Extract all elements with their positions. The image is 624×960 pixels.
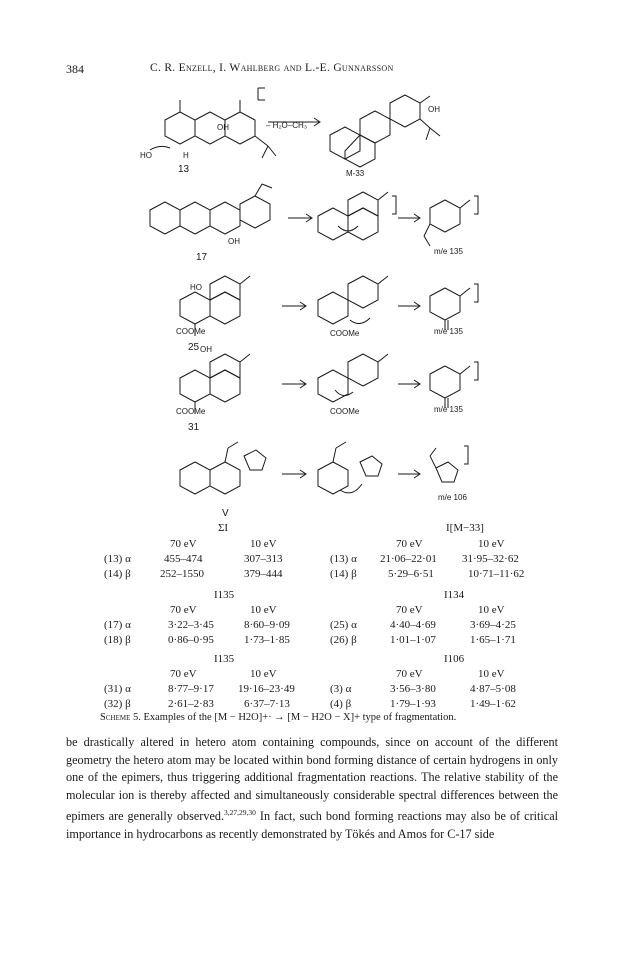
label-m33: M-33 (346, 169, 365, 178)
svg-text:OH: OH (428, 105, 440, 114)
body-paragraph-cont: In fact, such bond forming reactions may also be of critical importance in hydrocarbons as recently demonstrated by Tökés and Amos for C-17 side (66, 809, 558, 842)
body-text (66, 734, 558, 844)
svg-text:OH: OH (228, 237, 240, 246)
svg-text:H: H (183, 151, 189, 160)
svg-text:– H₂O–CH₃: – H₂O–CH₃ (266, 121, 308, 130)
svg-text:OH: OH (217, 123, 229, 132)
page-number: 384 (66, 62, 84, 76)
ion-label-135-c: m/e 135 (434, 405, 463, 414)
running-head: C. R. Enzell, I. Wahlberg and L.-E. Gunnarsson (150, 62, 394, 74)
body-paragraph: be drastically altered in hetero atom containing compounds, since on account of the different geometry the hetero atom may be located within bond forming distance of certain hydrogens in only one of the epimers, thus triggering additional fragmentation reactions. The relative stability of the molecular ion is thereby affected and simultaneously considerable spectral differences between the epimers are generally observed. (66, 735, 558, 824)
svg-text:COOMe: COOMe (330, 329, 360, 338)
ion-label-135-b: m/e 135 (434, 327, 463, 336)
svg-text:COOMe: COOMe (176, 327, 206, 336)
ion-label-135-a: m/e 135 (434, 247, 463, 256)
table-2-header: I[M−33] (446, 522, 484, 534)
label-25: 25 (188, 342, 200, 353)
label-31: 31 (188, 422, 200, 433)
label-v: V (222, 508, 229, 519)
svg-text:COOMe: COOMe (176, 407, 206, 416)
svg-text:HO: HO (190, 283, 202, 292)
data-tables: ΣI 70 eV 10 eV (13) α 455–474 307–313 (14) β 252–1550 379–444 I[M−33] 70 eV 10 eV (13) α 21·06–22·01 31·95–32·62 (14) β 5·29–6·51 10·71–11·62 I135 70 eV 10 eV (17) α 3·22–3·45 8·60–9·09 (18) β 0·86–0·95 1·73–1·85 I134 70 eV 10 eV (25) α 4·40–4·69 3·69–4·25 (26) β 1·01–1·07 1·65–1·71 I135 70 eV 10 eV (31) α 8·77–9·17 19·16–23·49 (32) β 2·61–2·83 6·37–7·13 I106 70 eV 10 eV (3) α 3·56–3·80 4·87–5·08 (4) β 1·79–1·93 1·49–1·62 (104, 522, 525, 710)
svg-text:COOMe: COOMe (330, 407, 360, 416)
table-3-header: I135 (214, 589, 235, 601)
table-5-header: I135 (214, 653, 235, 665)
body-references: 3,27,29,30 (224, 808, 256, 818)
table-4-header: I134 (444, 589, 465, 601)
svg-text:OH: OH (200, 345, 212, 354)
label-17: 17 (196, 252, 208, 263)
table-6-header: I106 (444, 653, 465, 665)
caption-text: Examples of the [M − H2O]+· → [M − H2O − X]+ type of fragmentation. (143, 712, 457, 723)
caption-label: Scheme 5. (100, 712, 141, 723)
ion-label-106: m/e 106 (438, 493, 467, 502)
svg-text:HO: HO (140, 151, 152, 160)
table-1-header: ΣI (218, 522, 229, 534)
scheme-caption (100, 712, 456, 723)
label-13: 13 (178, 164, 190, 175)
